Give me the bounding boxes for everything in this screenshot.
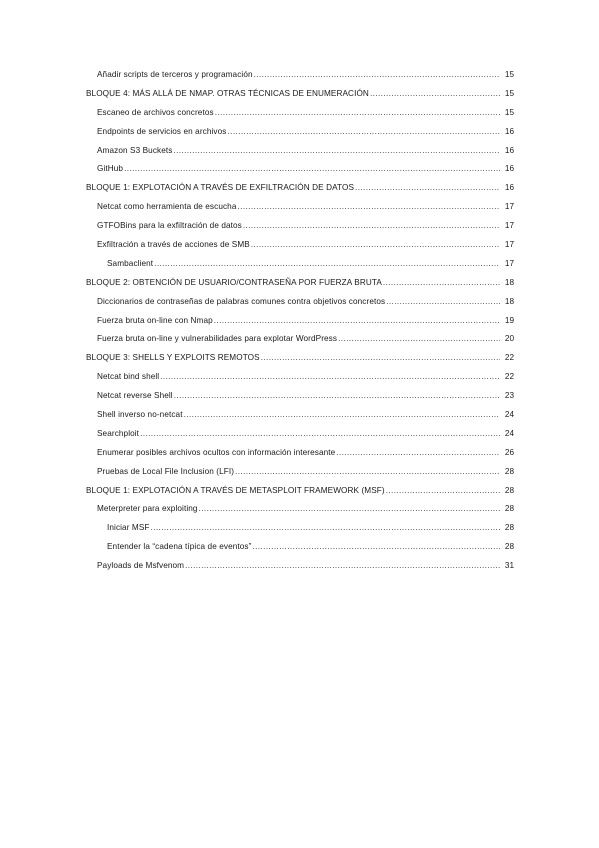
- toc-entry[interactable]: [86, 312, 514, 331]
- toc-dot-leader: [383, 274, 500, 293]
- toc-dot-leader: [370, 85, 500, 104]
- toc-entry[interactable]: [86, 519, 514, 538]
- toc-page-number: 22: [504, 372, 514, 382]
- toc-entry-title: Amazon S3 Buckets: [97, 145, 173, 155]
- toc-page-number: 28: [504, 504, 514, 514]
- toc-dot-leader: [173, 142, 500, 161]
- toc-page-number: 17: [504, 240, 514, 250]
- toc-entry[interactable]: [86, 123, 514, 142]
- toc-entry-title: BLOQUE 1: EXPLOTACIÓN A TRAVÉS DE METASPLOIT FRAMEWORK (MSF): [86, 485, 385, 495]
- toc-entry-title: Pruebas de Local File Inclusion (LFI): [97, 466, 235, 476]
- toc-page-number: 24: [504, 428, 514, 438]
- toc-entry[interactable]: [86, 330, 514, 349]
- toc-entry-title: GTFOBins para la exfiltración de datos: [97, 221, 242, 231]
- toc-entry[interactable]: [86, 444, 514, 463]
- toc-entry[interactable]: [86, 142, 514, 161]
- toc-entry[interactable]: [86, 66, 514, 85]
- toc-entry[interactable]: [86, 368, 514, 387]
- toc-entry-title: BLOQUE 2: OBTENCIÓN DE USUARIO/CONTRASEÑA POR FUERZA BRUTA: [86, 277, 382, 287]
- toc-entry[interactable]: [86, 85, 514, 104]
- toc-page-number: 31: [504, 561, 514, 571]
- toc-page-number: 19: [504, 315, 514, 325]
- toc-page-number: 20: [504, 334, 514, 344]
- toc-entry-title: Netcat bind shell: [97, 372, 160, 382]
- toc-entry[interactable]: [86, 349, 514, 368]
- toc-entry[interactable]: [86, 538, 514, 557]
- toc-dot-leader: [199, 500, 500, 519]
- toc-dot-leader: [252, 538, 500, 557]
- toc-entry-title: Añadir scripts de terceros y programación: [97, 70, 253, 79]
- toc-entry[interactable]: [86, 425, 514, 444]
- toc-entry-title: Enumerar posibles archivos ocultos con información interesante: [97, 447, 336, 457]
- toc-entry-title: Meterpreter para exploiting: [97, 504, 198, 514]
- toc-entry[interactable]: [86, 198, 514, 217]
- toc-entry[interactable]: [86, 236, 514, 255]
- toc-entry[interactable]: [86, 255, 514, 274]
- toc-page-number: 16: [504, 126, 514, 136]
- toc-dot-leader: [235, 463, 500, 482]
- toc-page-number: 28: [504, 523, 514, 533]
- toc-dot-leader: [160, 368, 500, 387]
- toc-entry[interactable]: [86, 463, 514, 482]
- toc-entry-title: Escaneo de archivos concretos: [97, 107, 214, 117]
- toc-entry-title: Iniciar MSF: [107, 523, 150, 533]
- toc-entry[interactable]: [86, 500, 514, 519]
- toc-entry[interactable]: [86, 217, 514, 236]
- toc-entry[interactable]: [86, 557, 514, 576]
- toc-dot-leader: [124, 160, 500, 179]
- toc-entry-title: Diccionarios de contraseñas de palabras comunes contra objetivos concretos: [97, 296, 386, 306]
- toc-dot-leader: [355, 179, 500, 198]
- toc-entry[interactable]: [86, 293, 514, 312]
- toc-entry[interactable]: [86, 274, 514, 293]
- toc-page-number: 16: [504, 164, 514, 174]
- toc-page-number: 17: [504, 221, 514, 231]
- toc-dot-leader: [174, 387, 500, 406]
- toc-dot-leader: [338, 330, 500, 349]
- toc-entry-title: Netcat como herramienta de escucha: [97, 202, 237, 212]
- toc-entry-title: BLOQUE 4: MÁS ALLÁ DE NMAP. OTRAS TÉCNICAS DE ENUMERACIÓN: [86, 88, 369, 98]
- toc-page-number: 18: [504, 296, 514, 306]
- toc-dot-leader: [243, 217, 500, 236]
- toc-page-number: 16: [504, 183, 514, 193]
- toc-entry-title: Shell inverso no-netcat: [97, 410, 183, 420]
- toc-entry[interactable]: [86, 387, 514, 406]
- toc-entry-title: Endpoints de servicios en archivos: [97, 126, 227, 136]
- toc-page-number: 28: [504, 542, 514, 552]
- toc-page-number: 16: [504, 145, 514, 155]
- toc-page-number: 28: [504, 466, 514, 476]
- toc-page-number: 15: [504, 70, 514, 79]
- toc-entry[interactable]: [86, 104, 514, 123]
- toc-entry-title: Searchploit: [97, 428, 140, 438]
- toc-page-number: 15: [504, 107, 514, 117]
- toc-dot-leader: [254, 66, 500, 85]
- toc-page-number: 17: [504, 202, 514, 212]
- toc-dot-leader: [215, 104, 500, 123]
- toc-entry-title: Fuerza bruta on-line con Nmap: [97, 315, 213, 325]
- toc-dot-leader: [140, 425, 500, 444]
- toc-entry-title: Exfiltración a través de acciones de SMB: [97, 240, 250, 250]
- toc-dot-leader: [237, 198, 500, 217]
- toc-entry-title: Fuerza bruta on-line y vulnerabilidades para explotar WordPress: [97, 334, 338, 344]
- toc-entry-title: GitHub: [97, 164, 124, 174]
- toc-page-number: 18: [504, 277, 514, 287]
- toc-dot-leader: [184, 406, 500, 425]
- toc-dot-leader: [154, 255, 500, 274]
- toc-entry-title: Netcat reverse Shell: [97, 391, 173, 401]
- toc-dot-leader: [386, 293, 500, 312]
- toc-entry[interactable]: [86, 160, 514, 179]
- table-of-contents: [86, 66, 514, 576]
- toc-page-number: 15: [504, 88, 514, 98]
- toc-page-number: 17: [504, 258, 514, 268]
- toc-page-number: 26: [504, 447, 514, 457]
- toc-entry-title: BLOQUE 3: SHELLS Y EXPLOITS REMOTOS: [86, 353, 260, 363]
- toc-entry[interactable]: [86, 406, 514, 425]
- toc-dot-leader: [151, 519, 501, 538]
- toc-page-number: 28: [504, 485, 514, 495]
- toc-entry[interactable]: [86, 482, 514, 501]
- toc-page-number: 24: [504, 410, 514, 420]
- toc-dot-leader: [336, 444, 500, 463]
- toc-entry-title: Payloads de Msfvenom: [97, 561, 185, 571]
- toc-dot-leader: [185, 557, 500, 576]
- toc-entry-title: Sambaclient: [107, 258, 154, 268]
- toc-dot-leader: [386, 482, 500, 501]
- toc-page-number: 23: [504, 391, 514, 401]
- toc-dot-leader: [227, 123, 500, 142]
- toc-entry-title: BLOQUE 1: EXPLOTACIÓN A TRAVÉS DE EXFILTRACIÓN DE DATOS: [86, 183, 355, 193]
- toc-entry-title: Entender la “cadena típica de eventos”: [107, 542, 252, 552]
- toc-dot-leader: [261, 349, 500, 368]
- toc-dot-leader: [251, 236, 500, 255]
- toc-entry[interactable]: [86, 179, 514, 198]
- toc-dot-leader: [214, 312, 500, 331]
- toc-page-number: 22: [504, 353, 514, 363]
